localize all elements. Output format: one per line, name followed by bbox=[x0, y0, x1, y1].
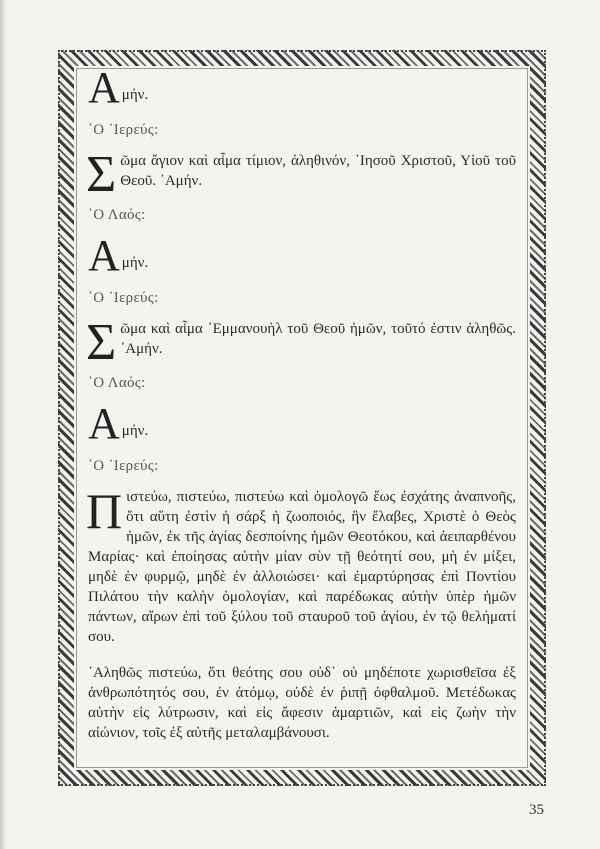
creed-paragraph-continuation: ᾿Αληθῶς πιστεύω, ὅτι θεότης σου οὐδ᾿ οὐ μηδέποτε χωρισθεῖσα ἐξ ἀνθρωπότητός σου, ἐν ἀτόμῳ, οὐδὲ ἐν ῥιπῇ ὀφθαλμοῦ. Μετέδωκας αὐτὴν εἰς λύτρωσιν, καὶ εἰς ἄφεσιν ἁμαρτιῶν, καὶ εἰς ζωὴν τὴν αἰώνιον, τοῖς ἐξ αὐτῆς μεταλαμβάνουσι. bbox=[88, 665, 516, 741]
amen-text: μήν. bbox=[121, 423, 149, 439]
creed-paragraph bbox=[86, 483, 516, 647]
page-number: 35 bbox=[529, 802, 544, 818]
drop-cap: Α bbox=[88, 231, 120, 280]
drop-cap: Α bbox=[88, 63, 120, 112]
drop-cap: Α bbox=[88, 399, 120, 448]
speaker-priest: ῾Ο ῾Ιερεύς: bbox=[88, 290, 159, 306]
paragraph-text: ῶμα καὶ αἷμα ᾿Εμμανουὴλ τοῦ Θεοῦ ἡμῶν, τοῦτό ἐστιν ἀληθῶς. ᾿Αμήν. bbox=[120, 321, 516, 357]
paragraph-text: ῶμα ἅγιον καὶ αἷμα τίμιον, ἀληθινόν, ᾿Ιησοῦ Χριστοῦ, Υἱοῦ τοῦ Θεοῦ. ᾿Αμήν. bbox=[120, 153, 516, 189]
drop-cap: Σ bbox=[86, 146, 117, 203]
amen-text: μήν. bbox=[121, 87, 149, 103]
text-block bbox=[86, 63, 516, 743]
speaker-people: ῾Ο Λαός: bbox=[88, 207, 146, 223]
speaker-priest: ῾Ο ῾Ιερεύς: bbox=[88, 458, 159, 474]
prayer-paragraph bbox=[86, 314, 516, 371]
amen-response bbox=[88, 231, 516, 280]
amen-response bbox=[88, 63, 516, 112]
speaker-priest: ῾Ο ῾Ιερεύς: bbox=[88, 122, 159, 138]
drop-cap: Σ bbox=[86, 314, 117, 371]
paragraph-text: ιστεύω, πιστεύω, πιστεύω καὶ ὁμολογῶ ἕως ἐσχάτης ἀναπνοῆς, ὅτι αὕτη ἐστὶν ἡ σάρξ ἡ ζωοποιός, ἣν ἔλαβες, Χριστὲ ὁ Θεὸς ἡμῶν, ἐκ τῆς ἁγίας δεσποίνης ἡμῶν Θεοτόκου, καὶ ἀειπαρθένου Μαρίας· καὶ ἐποίησας αὐτὴν μίαν σὺν τῇ θεότητί σου, μὴ ἐν μίξει, μηδὲ ἐν φυρμῷ, μηδὲ ἐν ἀλλοιώσει· καὶ ἐμαρτύρησας ἐπὶ Ποντίου Πιλάτου τὴν καλὴν ὁμολογίαν, καὶ παρέδωκας αὐτὴν ὑπὲρ ἡμῶν πάντων, αἴρων ἐπὶ τοῦ ξύλου τοῦ σταυροῦ τοῦ ἁγίου, ἐν τῷ θελήματί σου. bbox=[88, 489, 516, 645]
drop-cap: Π bbox=[86, 483, 123, 539]
amen-text: μήν. bbox=[121, 255, 149, 271]
speaker-people: ῾Ο Λαός: bbox=[88, 375, 146, 391]
page-edge bbox=[0, 0, 6, 849]
amen-response bbox=[88, 399, 516, 448]
prayer-paragraph bbox=[86, 146, 516, 203]
